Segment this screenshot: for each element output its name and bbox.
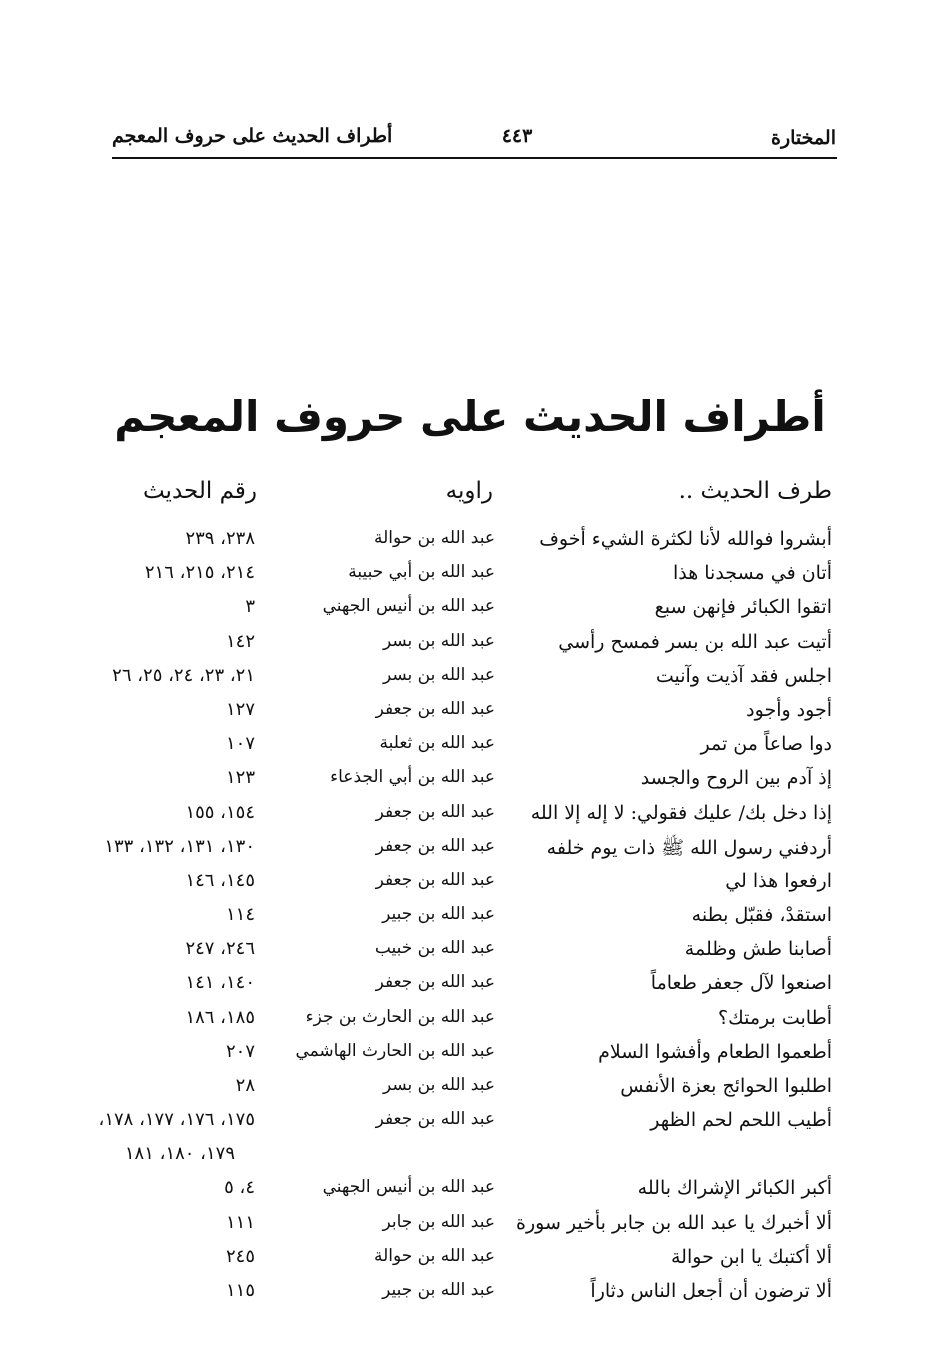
narrator: عبد الله بن حوالة [373,1245,495,1266]
hadith-index-list [0,526,940,1312]
hadith-text: ارفعوا هذا لي [725,869,832,892]
hadith-text: أتان في مسجدنا هذا [672,562,832,585]
hadith-numbers: ١٢٧ [225,698,255,720]
narrator: عبد الله بن جابر [382,1211,495,1232]
hadith-numbers: ١٧٥، ١٧٦، ١٧٧، ١٧٨، [98,1109,255,1131]
hadith-text: اتقوا الكبائر فإنهن سبع [654,596,832,619]
hadith-text: إذا دخل بك/ عليك فقولي: لا إله إلا الله [530,801,832,824]
section-title: أطراف الحديث على حروف المعجم [112,125,393,147]
hadith-text: أتيت عبد الله بن بسر فمسح رأسي [558,630,832,653]
index-row [0,594,940,628]
narrator: عبد الله بن أبي الجذعاء [330,767,495,788]
hadith-text: أطعموا الطعام وأفشوا السلام [598,1040,832,1063]
hadith-text: أصابنا طش وظلمة [684,938,832,961]
index-row [0,936,940,970]
column-headers [0,478,940,518]
hadith-numbers: ١٧٩، ١٨٠، ١٨١ [124,1143,235,1165]
hadith-numbers: ١٢٣ [225,767,255,789]
hadith-text: أبشروا فوالله لأنا لكثرة الشيء أخوف [539,528,832,550]
hadith-numbers: ١١٤ [225,904,255,926]
hadith-numbers: ٣ [245,596,255,618]
hadith-numbers: ٢١٤، ٢١٥، ٢١٦ [144,562,255,584]
hadith-numbers: ١٥٤، ١٥٥ [185,801,255,823]
hadith-numbers: ١١١ [225,1211,255,1233]
narrator: عبد الله بن بسر [382,630,495,651]
narrator: عبد الله بن خبيب [374,938,495,959]
hadith-text: إذ آدم بين الروح والجسد [640,767,832,790]
hadith-numbers: ١٠٧ [225,733,255,755]
hadith-numbers: ٢١، ٢٣، ٢٤، ٢٥، ٢٦ [112,664,255,686]
hadith-text: استقدْ، فقبّل بطنه [691,904,832,927]
index-row [0,765,940,799]
hadith-numbers: ١٤٥، ١٤٦ [185,869,255,891]
index-row [0,697,940,731]
index-row [0,800,940,834]
index-row [0,1175,940,1209]
index-row [0,834,940,868]
narrator: عبد الله بن الحارث الهاشمي [295,1040,495,1061]
index-row [0,1278,940,1312]
hadith-numbers: ١١٥ [225,1279,255,1301]
index-row [0,1141,940,1175]
hadith-text: أجود وأجود [746,698,832,721]
narrator: عبد الله بن جعفر [375,698,495,719]
hadith-text: دوا صاعاً من تمر [700,733,832,756]
index-row [0,629,940,663]
hadith-numbers: ١٨٥، ١٨٦ [185,1006,255,1028]
narrator: عبد الله بن جعفر [375,972,495,993]
narrator: عبد الله بن جبير [382,904,495,925]
hadith-numbers: ٢٨ [235,1075,255,1096]
hadith-text: ألا ترضون أن أجعل الناس دثاراً [590,1279,832,1302]
page-number: ٤٤٣ [501,125,533,147]
hadith-numbers: ٤، ٥ [224,1177,255,1199]
hadith-text: اجلس فقد آذيت وآنيت [655,664,832,687]
narrator: عبد الله بن أبي حبيبة [348,562,495,583]
narrator: عبد الله بن جعفر [375,801,495,822]
hadith-text: ألا أكتبك يا ابن حوالة [671,1245,832,1268]
hadith-numbers: ٢٤٥ [225,1245,255,1267]
book-title: المختارة [771,127,836,149]
index-row [0,560,940,594]
hadith-numbers: ١٤٢ [225,630,255,652]
narrator: عبد الله بن جعفر [375,869,495,890]
index-row [0,1073,940,1107]
running-header [112,125,836,157]
index-row [0,1005,940,1039]
index-row [0,970,940,1004]
index-row [0,731,940,765]
narrator: عبد الله بن الحارث بن جزء [305,1006,495,1027]
index-row [0,1107,940,1141]
hadith-text: اطلبوا الحوائج بعزة الأنفس [620,1075,832,1097]
hadith-text: اصنعوا لآل جعفر طعاماً [650,972,832,995]
hadith-text: أطابت برمتك؟ [718,1006,832,1029]
header-rule [112,157,837,159]
hadith-numbers: ١٣٠، ١٣١، ١٣٢، ١٣٣ [104,835,255,857]
narrator: عبد الله بن بسر [382,1075,495,1095]
column-header-text: طرف الحديث .. [678,478,832,504]
index-row [0,1210,940,1244]
hadith-numbers: ٢٠٧ [225,1040,255,1062]
column-header-narrator: راويه [445,478,493,504]
index-row [0,1244,940,1278]
hadith-text: ألا أخبرك يا عبد الله بن جابر بأخير سورة [516,1211,832,1234]
hadith-numbers: ٢٣٨، ٢٣٩ [185,528,255,549]
index-row [0,902,940,936]
index-row [0,1039,940,1073]
hadith-numbers: ١٤٠، ١٤١ [185,972,255,994]
narrator: عبد الله بن حوالة [373,528,495,548]
narrator: عبد الله بن جعفر [375,835,495,856]
page-title: أطراف الحديث على حروف المعجم [114,392,826,441]
column-header-number: رقم الحديث [142,478,257,504]
narrator: عبد الله بن أنيس الجهني [322,596,495,617]
narrator: عبد الله بن بسر [382,664,495,685]
hadith-text: أطيب اللحم لحم الظهر [650,1109,832,1132]
index-row [0,663,940,697]
narrator: عبد الله بن أنيس الجهني [322,1177,495,1198]
hadith-text: أكبر الكبائر الإشراك بالله [637,1177,832,1200]
index-row [0,526,940,560]
index-row [0,868,940,902]
narrator: عبد الله بن ثعلبة [379,733,495,754]
hadith-numbers: ٢٤٦، ٢٤٧ [185,938,255,960]
hadith-text: أردفني رسول الله ﷺ ذات يوم خلفه [546,836,832,859]
narrator: عبد الله بن جبير [382,1279,495,1300]
narrator: عبد الله بن جعفر [375,1109,495,1130]
